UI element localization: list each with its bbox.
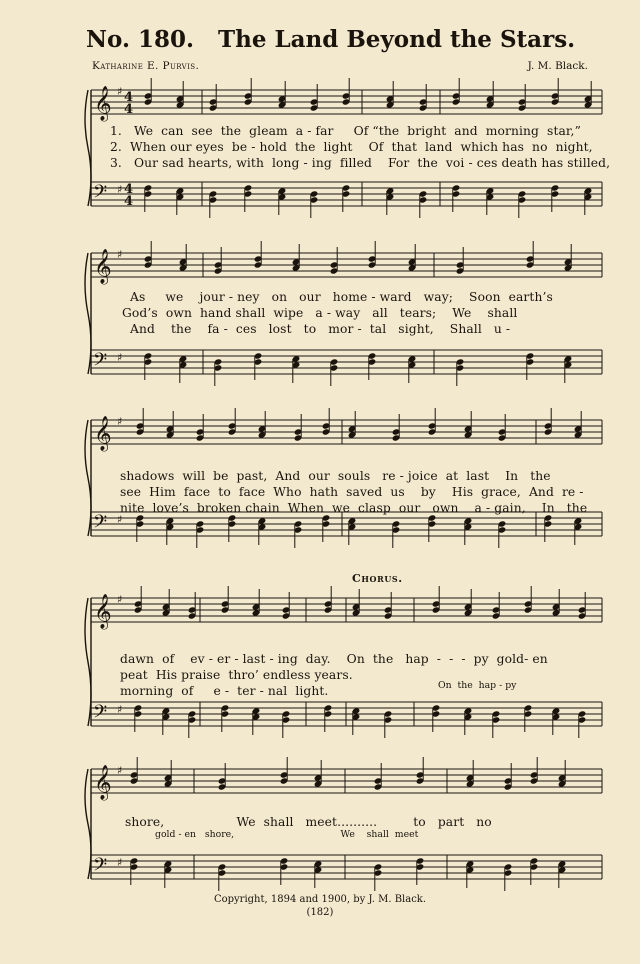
time-signature-icon: 4	[124, 182, 134, 197]
bass-clef-icon: 𝄢	[93, 350, 108, 375]
lyric-line: 2. When our eyes be - hold the light Of that land which has no night,	[110, 140, 593, 154]
treble-clef-icon: 𝄞	[94, 765, 112, 800]
sharp-icon: ♯	[117, 856, 123, 869]
copyright-line: Copyright, 1894 and 1900, by J. M. Black.	[213, 894, 427, 905]
sharp-icon: ♯	[117, 248, 123, 261]
lyric-line: peat His praise thro’ endless years.	[120, 668, 353, 682]
sharp-icon: ♯	[117, 183, 123, 196]
lyric-line: And the fa - ces lost to mor - tal sight, Shall u -	[130, 322, 511, 336]
lyric-line: God’s own hand shall wipe a - way all tears; We shall	[122, 306, 518, 320]
bass-clef-icon: 𝄢	[93, 182, 108, 207]
treble-clef-icon: 𝄞	[94, 249, 112, 284]
sharp-icon: ♯	[117, 703, 123, 716]
treble-clef-icon: 𝄞	[94, 416, 112, 451]
author-credit: Katharine E. Purvis.	[92, 60, 200, 72]
system-brace	[85, 420, 91, 536]
bass-lyric: gold - en shore, We shall meet	[155, 829, 419, 840]
bass-clef-icon: 𝄢	[93, 702, 108, 727]
time-signature-icon: 4	[124, 194, 134, 209]
system-brace	[85, 769, 91, 879]
lyric-line: 3. Our sad hearts, with long - ing filled For the voi - ces death has stilled,	[110, 156, 611, 170]
sharp-icon: ♯	[117, 593, 123, 606]
hymn-title: The Land Beyond the Stars.	[218, 26, 576, 53]
lyric-line: As we jour - ney on our home - ward way; Soon earth’s	[130, 290, 553, 304]
composer-credit: J. M. Black.	[527, 60, 588, 72]
hymn-number: No. 180.	[86, 26, 194, 53]
system-brace	[85, 598, 91, 726]
sharp-icon: ♯	[117, 85, 123, 98]
treble-clef-icon: 𝄞	[94, 594, 112, 629]
lyric-line: nite love’s broken chain When we clasp our own a - gain, In the	[120, 501, 588, 515]
time-signature-icon: 4	[124, 102, 134, 117]
bass-clef-icon: 𝄢	[93, 512, 108, 537]
lyric-line: see Him face to face Who hath saved us by His grace, And re -	[120, 485, 584, 499]
lyric-line: shadows will be past, And our souls re - joice at last In the	[120, 469, 551, 483]
lyric-line: morning of e - ter - nal light.	[120, 684, 329, 698]
sharp-icon: ♯	[117, 513, 123, 526]
music-system-2	[0, 240, 640, 400]
lyric-line: dawn of ev - er - last - ing day. On the hap - - - py gold- en	[120, 652, 548, 666]
chorus-label: Chorus.	[352, 572, 403, 585]
system-brace	[85, 253, 91, 374]
sharp-icon: ♯	[117, 415, 123, 428]
lyric-line: 1. We can see the gleam a - far Of “the bright and morning star,”	[110, 124, 581, 138]
time-signature-icon: 4	[124, 90, 134, 105]
sharp-icon: ♯	[117, 351, 123, 364]
treble-clef-icon: 𝄞	[94, 86, 112, 121]
lyric-line: shore, We shall meet.......... to part no	[125, 815, 492, 829]
page-number: (182)	[306, 907, 334, 918]
system-brace	[85, 90, 91, 206]
bass-lyric: On the hap - py	[438, 680, 517, 691]
bass-clef-icon: 𝄢	[93, 855, 108, 880]
sharp-icon: ♯	[117, 764, 123, 777]
